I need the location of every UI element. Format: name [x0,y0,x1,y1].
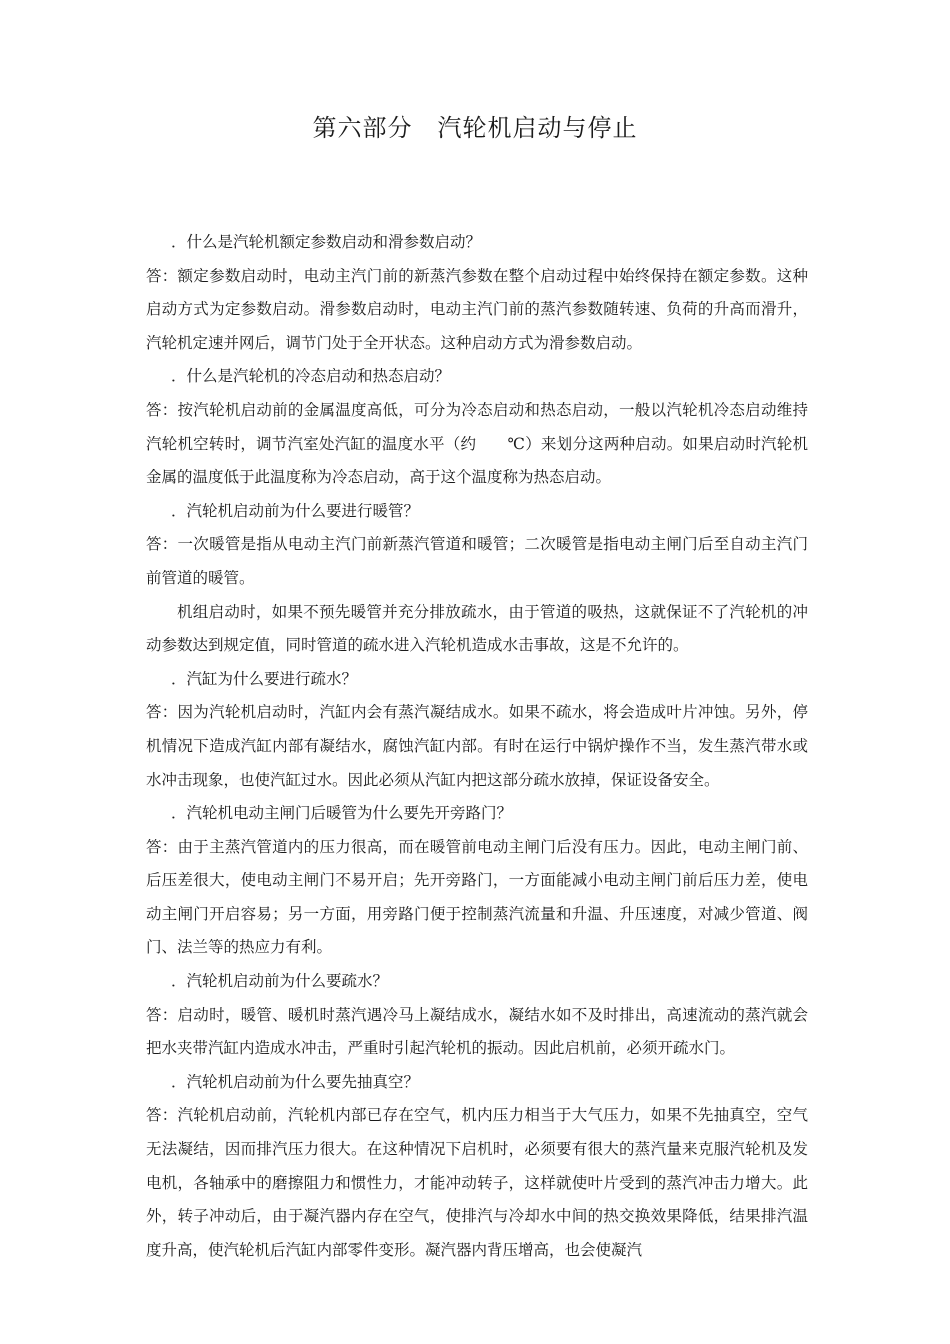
answer-3-paragraph-2: 机组启动时，如果不预先暖管并充分排放疏水，由于管道的吸热，这就保证不了汽轮机的冲动参数达到规定值，同时管道的疏水进入汽轮机造成水击事故，这是不允许的。 [146,602,808,655]
question-5: ．汽轮机电动主闸门后暖管为什么要先开旁路门？ [171,804,513,823]
answer-5: 答：由于主蒸汽管道内的压力很高，而在暖管前电动主闸门后没有压力。因此，电动主闸门前、后压差很大，使电动主闸门不易开启；先开旁路门，一方面能减小电动主闸门前后压力差，使电动主闸门开启容易；另一方面，用旁路门便于控制蒸汽流量和升温、升压速度，对减少管道、阀门、法兰等的热应力有利。 [146,837,808,957]
question-6: ．汽轮机启动前为什么要疏水？ [171,972,389,991]
answer-2: 答：按汽轮机启动前的金属温度高低，可分为冷态启动和热态启动，一般以汽轮机冷态启动维持汽轮机空转时，调节汽室处汽缸的温度水平（约 ℃）来划分这两种启动。如果启动时汽轮机金属的温度低于此温度称为冷态启动，高于这个温度称为热态启动。 [146,400,808,487]
question-4: ．汽缸为什么要进行疏水？ [171,669,358,688]
question-2: ．什么是汽轮机的冷态启动和热态启动？ [171,367,451,386]
question-1: ．什么是汽轮机额定参数启动和滑参数启动？ [171,233,482,251]
answer-3: 答：一次暖管是指从电动主汽门前新蒸汽管道和暖管；二次暖管是指电动主闸门后至自动主汽门前管道的暖管。 [146,535,808,587]
question-7: ．汽轮机启动前为什么要先抽真空？ [171,1072,420,1091]
page-title: 第六部分 汽轮机启动与停止 [312,114,638,142]
answer-7: 答：汽轮机启动前，汽轮机内部已存在空气，机内压力相当于大气压力，如果不先抽真空，空气无法凝结，因而排汽压力很大。在这种情况下启机时，必须要有很大的蒸汽量来克服汽轮机及发电机，各轴承中的磨擦阻力和惯性力，才能冲动转子，这样就使叶片受到的蒸汽冲击力增大。此外，转子冲动后，由于凝汽器内存在空气，使排汽与冷却水中间的热交换效果降低，结果排汽温度升高，使汽轮机后汽缸内部零件变形。凝汽器内背压增高，也会使凝汽 [146,1106,808,1259]
document-body [146,226,808,1267]
answer-6: 答：启动时，暖管、暖机时蒸汽遇冷马上凝结成水，凝结水如不及时排出，高速流动的蒸汽就会把水夹带汽缸内造成水冲击，严重时引起汽轮机的振动。因此启机前，必须开疏水门。 [146,1005,808,1058]
answer-1: 答：额定参数启动时，电动主汽门前的新蒸汽参数在整个启动过程中始终保持在额定参数。这种启动方式为定参数启动。滑参数启动时，电动主汽门前的蒸汽参数随转速、负荷的升高而滑升，汽轮机定速并网后，调节门处于全开状态。这种启动方式为滑参数启动。 [146,266,808,352]
question-3: ．汽轮机启动前为什么要进行暖管？ [171,501,420,520]
answer-4: 答：因为汽轮机启动时，汽缸内会有蒸汽凝结成水。如果不疏水，将会造成叶片冲蚀。另外，停机情况下造成汽缸内部有凝结水，腐蚀汽缸内部。有时在运行中锅炉操作不当，发生蒸汽带水或水冲击现象，也使汽缸过水。因此必须从汽缸内把这部分疏水放掉，保证设备安全。 [146,703,808,789]
